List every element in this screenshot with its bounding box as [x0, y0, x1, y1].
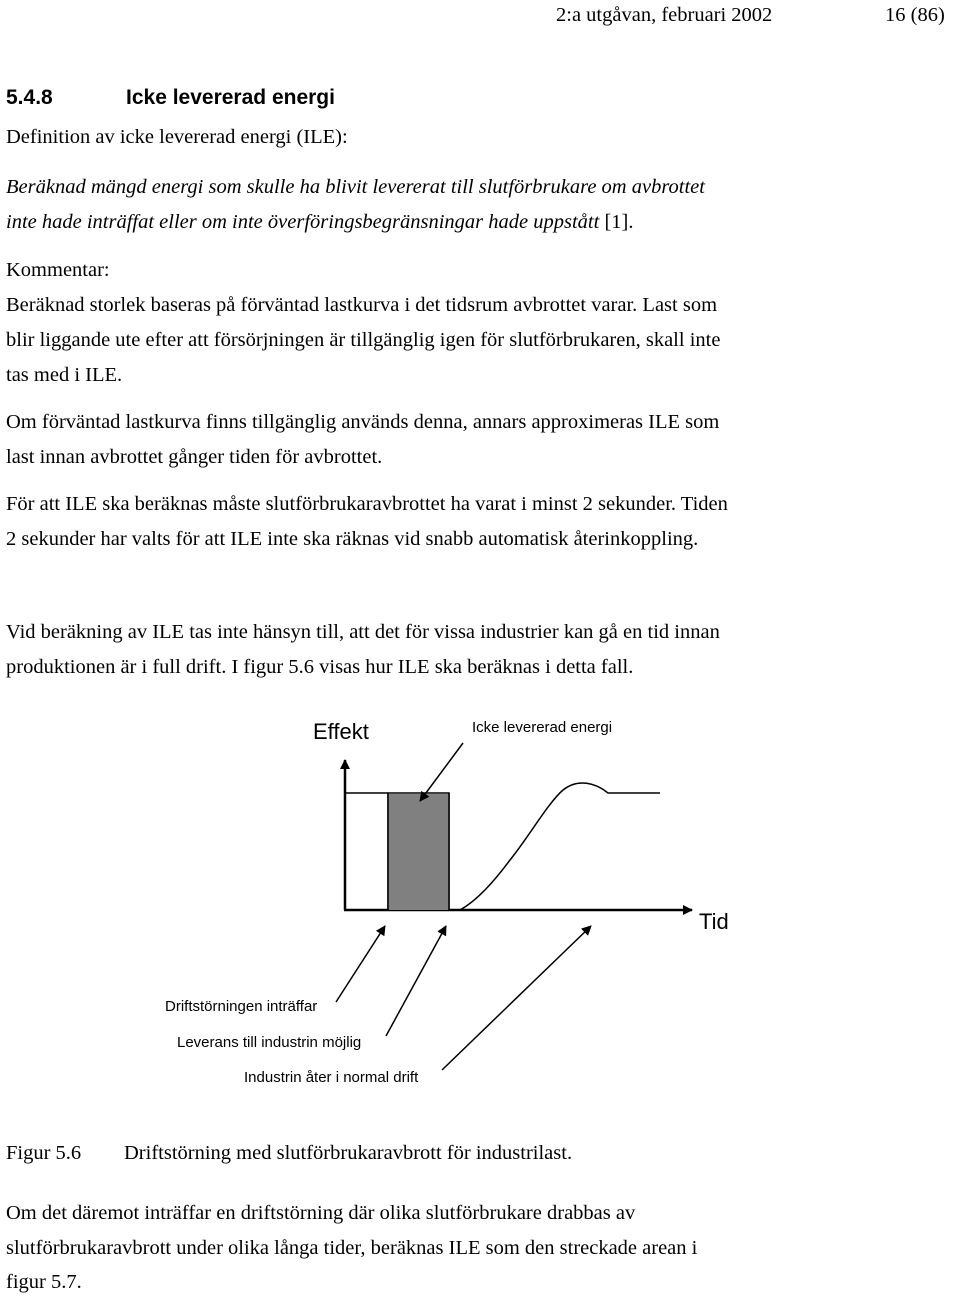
expected-curve-line-1: Om förväntad lastkurva finns tillgänglig används denna, annars approximeras ILE som — [6, 411, 720, 433]
seconds-rule-line-1: För att ILE ska beräknas måste slutförbrukaravbrottet ha varat i minst 2 sekunder. Tiden — [6, 493, 728, 515]
figure-caption-number: Figur 5.6 — [6, 1142, 82, 1164]
event3-arrow — [442, 926, 591, 1070]
section-number: 5.4.8 — [6, 86, 53, 109]
header-edition: 2:a utgåvan, februari 2002 — [556, 4, 773, 26]
event2-arrow — [386, 926, 446, 1036]
definition-text: inte hade inträffat eller om inte överföringsbegränsningar hade uppstått — [6, 211, 600, 233]
comment-label: Kommentar: — [6, 259, 110, 281]
header-page-number: 16 (86) — [885, 4, 945, 26]
recovery-curve — [449, 783, 660, 910]
y-axis-label: Effekt — [313, 719, 369, 744]
comment-line-2: blir liggande ute efter att försörjningen är tillgänglig igen för slutförbrukaren, skall inte — [6, 329, 721, 351]
definition-line-1: Beräknad mängd energi som skulle ha blivit levererat till slutförbrukare om avbrottet — [6, 176, 705, 198]
comment-line-3: tas med i ILE. — [6, 364, 123, 386]
ile-label: Icke levererad energi — [472, 719, 613, 736]
event2-label: Leverans till industrin möjlig — [177, 1034, 362, 1051]
event1-arrow — [336, 926, 385, 1002]
final-line-2: slutförbrukaravbrott under olika långa tider, beräknas ILE som den streckade arean i — [6, 1237, 698, 1259]
section-title: Icke levererad energi — [126, 86, 335, 109]
industry-line-2: produktionen är i full drift. I figur 5.6 visas hur ILE ska beräknas i detta fall. — [6, 656, 634, 678]
ile-shaded-area — [389, 794, 448, 910]
expected-curve-line-2: last innan avbrottet gånger tiden för avbrottet. — [6, 446, 383, 468]
final-line-3: figur 5.7. — [6, 1271, 82, 1293]
final-line-1: Om det däremot inträffar en driftstörning där olika slutförbrukare drabbas av — [6, 1202, 636, 1224]
definition-intro: Definition av icke levererad energi (ILE): — [6, 126, 348, 148]
event1-label: Driftstörningen inträffar — [165, 998, 318, 1015]
event3-label: Industrin åter i normal drift — [244, 1069, 419, 1086]
figure-caption-text: Driftstörning med slutförbrukaravbrott för industrilast. — [124, 1142, 573, 1164]
seconds-rule-line-2: 2 sekunder har valts för att ILE inte ska räknas vid snabb automatisk återinkoppling. — [6, 528, 699, 550]
x-axis-label: Tid — [699, 909, 729, 934]
definition-reference: [1]. — [599, 211, 634, 233]
industry-line-1: Vid beräkning av ILE tas inte hänsyn till, att det för vissa industrier kan gå en tid innan — [6, 621, 720, 643]
comment-line-1: Beräknad storlek baseras på förväntad lastkurva i det tidsrum avbrottet varar. Last som — [6, 294, 718, 316]
